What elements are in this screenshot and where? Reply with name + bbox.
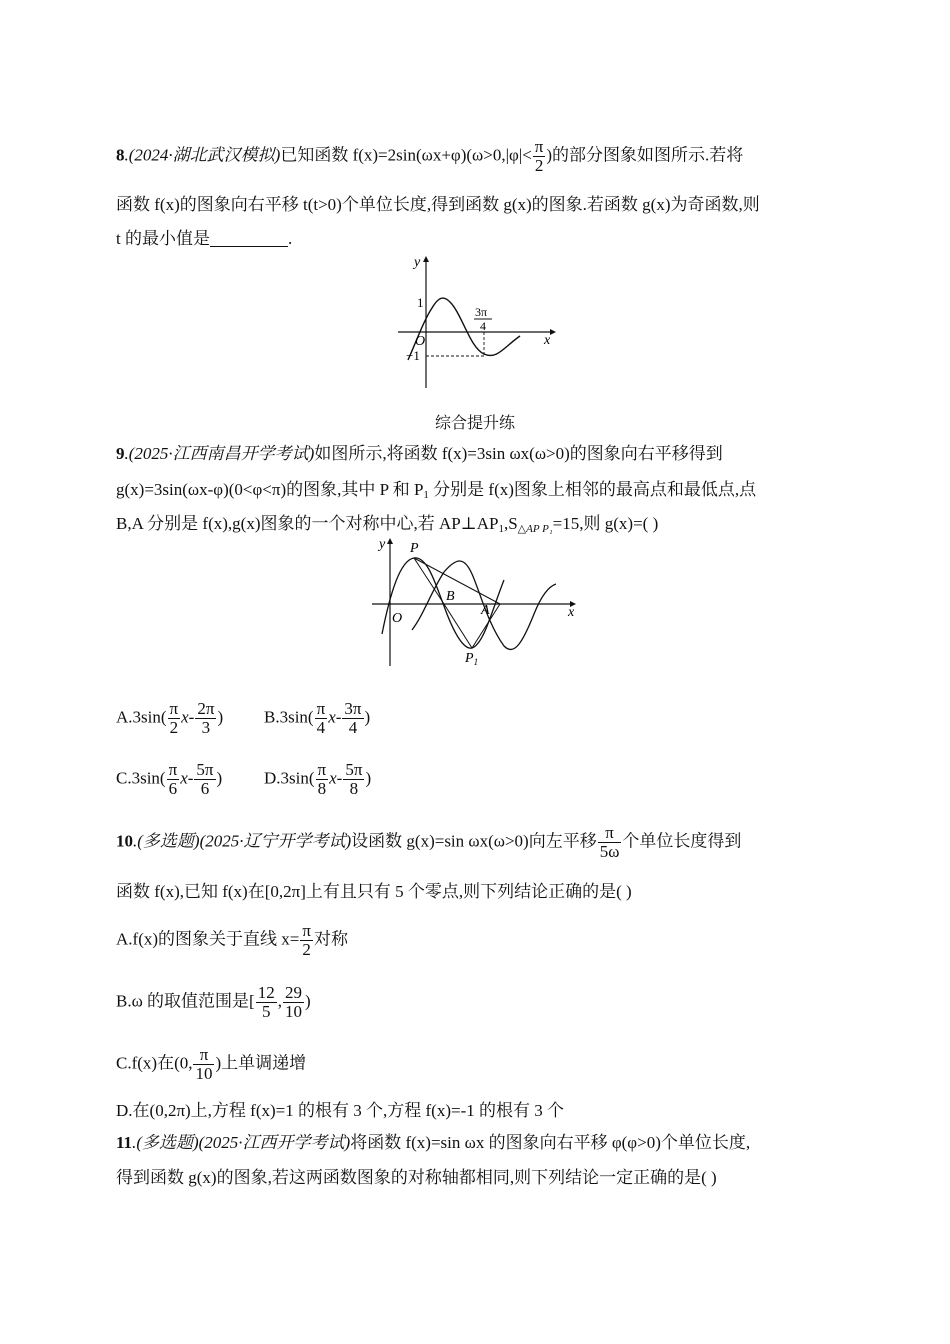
q8-curve [408,298,520,360]
frac-numerator: 2π [197,699,215,718]
frac-numerator: π [168,760,178,779]
answer-blank [210,230,288,247]
q10-line-1 [116,824,741,861]
q9-text-2b: 分别是 f(x)图象上相邻的最高点和最低点,点 [428,480,757,499]
q11-line-1 [116,1132,750,1154]
q10-number: 10 [116,831,133,851]
q9-point-a: A [481,603,490,618]
q8-expr: f(x)=2sin(ωx+φ)(ω>0,|φ|< [352,145,532,165]
opt-text: A.f(x)的图象关于直线 x= [116,929,300,949]
q9-sub-2: 1 [498,523,504,535]
q9-line-p1b [444,604,472,648]
q11-text: 将函数 f(x)=sin ωx 的图象向右平移 φ(φ>0)个单位长度, [350,1133,751,1152]
q11-line-2: 得到函数 g(x)的图象,若这两函数图象的对称轴都相同,则下列结论一定正确的是( ) [116,1168,717,1187]
q8-number: 8 [116,145,125,165]
q9-line-2 [116,479,756,506]
opt-end: ) [365,768,372,788]
opt-frac-1 [316,761,329,798]
q10-frac-shift [598,824,622,861]
q10-option-d[interactable]: D.在(0,2π)上,方程 f(x)=1 的根有 3 个,方程 f(x)=-1 的根有 3 个 [116,1101,564,1120]
q9-y-label: y [379,537,386,552]
frac-denominator: 2 [302,940,311,959]
opt-end: ) [217,707,224,727]
frac-numerator: π [169,699,179,718]
opt-text-b: 对称 [313,929,348,949]
frac-numerator: π [302,921,311,940]
frac-numerator: π [193,1046,214,1065]
frac-denominator: 8 [317,779,327,798]
opt-text-b: ) [304,991,311,1011]
q9-number: 9 [116,444,125,463]
q9-point-p1: $P_1$ [465,651,479,667]
frac-numerator: 5π [345,760,363,779]
frac-numerator: π [534,137,544,156]
q8-tick-den: 4 [480,319,486,333]
opt-label: B.3sin( [264,707,314,727]
frac-numerator: 12 [257,983,275,1002]
q10-option-c[interactable] [116,1046,306,1083]
q8-label-neg1: −1 [406,348,420,363]
opt-mid: x- [328,707,342,727]
frac-denominator: 2 [534,156,544,175]
q10-option-a[interactable] [116,922,348,959]
frac-numerator: π [598,824,622,843]
frac-numerator: π [317,760,327,779]
q10-text: 设函数 g(x)=sin ωx(ω>0)向左平移 [351,831,597,851]
opt-frac-2 [195,700,216,737]
q10-text-b: 个单位长度得到 [622,831,742,851]
q8-frac-pi-2 [533,138,546,175]
opt-frac-1 [167,761,180,798]
opt-mid: x- [329,768,343,788]
opt-label: C.3sin( [116,768,166,788]
q8-text-b: )的部分图象如图所示.若将 [546,145,744,165]
q9-line-pb [414,558,444,604]
frac-denominator: 4 [316,718,326,737]
q9-origin: O [392,611,403,626]
opt-end: ) [216,768,223,788]
opt-text-b: )上单调递增 [215,1053,307,1073]
q8-prompt: t 的最小值是 [116,229,210,248]
q8-origin: O [415,334,426,349]
q8-line-1 [116,138,743,175]
frac-numerator: 3π [344,699,362,718]
q8-x-label: x [544,333,551,348]
q9-sub-1: 1 [423,489,429,501]
opt-frac-2 [283,984,304,1021]
q8-line-2: 函数 f(x)的图象向右平移 t(t>0)个单位长度,得到函数 g(x)的图象.若函数 g(x)为奇函数,则 [116,195,760,214]
q8-y-label: y [414,255,421,270]
section-heading: 综合提升练 [434,413,515,432]
q9-line-1 [116,443,723,465]
frac-denominator: 10 [284,1002,302,1021]
q9-source: .(2025·江西南昌开学考试) [124,444,315,463]
frac-denominator: 5ω [599,842,620,861]
q8-x-arrow [550,329,556,335]
opt-frac-2 [343,761,364,798]
frac-denominator: 5 [261,1002,271,1021]
q11-number: 11 [116,1133,133,1152]
opt-mid: x- [181,707,195,727]
opt-frac [300,922,313,959]
frac-denominator: 4 [348,718,358,737]
q10-option-b[interactable] [116,984,311,1021]
frac-numerator: 5π [196,760,214,779]
frac-numerator: π [316,699,326,718]
frac-denominator: 8 [349,779,359,798]
frac-numerator: 29 [284,983,302,1002]
q11-source: .(多选题)(2025·江西开学考试) [132,1133,351,1152]
q9-text: 如图所示,将函数 f(x)=3sin ωx(ω>0)的图象向右平移得到 [314,444,723,463]
q9-text-3c: =15,则 g(x)=( ) [552,514,659,533]
q9-y-arrow [387,538,393,544]
q10-line-2: 函数 f(x),已知 f(x)在[0,2π]上有且只有 5 个零点,则下列结论正确的是( ) [116,882,632,901]
q8-figure [392,252,562,392]
q9-option-d[interactable] [264,761,371,798]
frac-denominator: 6 [168,779,178,798]
opt-label: D.3sin( [264,768,315,788]
q9-text-2: g(x)=3sin(ωx-φ)(0<φ<π)的图象,其中 P 和 P [116,480,424,499]
opt-frac-2 [342,700,363,737]
q9-option-a[interactable] [116,700,223,737]
q8-text: 已知函数 [280,145,353,165]
frac-denominator: 10 [195,1064,213,1083]
q9-text-3: B,A 分别是 f(x),g(x)图象的一个对称中心,若 AP⊥AP [116,514,499,533]
opt-frac-1 [315,700,328,737]
q8-tick-num: 3π [475,305,488,319]
q9-line-pa [414,558,500,604]
q8-label-1: 1 [417,295,424,310]
opt-text: C.f(x)在(0, [116,1053,193,1073]
opt-comma: , [277,991,282,1011]
q9-text-3b: ,S [503,514,518,533]
frac-denominator: 3 [201,718,211,737]
q9-x-label: x [568,605,575,620]
opt-frac-2 [194,761,215,798]
opt-frac-1 [168,700,181,737]
opt-frac [193,1046,214,1083]
q10-source: .(多选题)(2025·辽宁开学考试) [133,831,352,851]
q9-option-b[interactable] [264,700,370,737]
opt-frac-1 [256,984,277,1021]
q9-point-b: B [446,589,455,604]
frac-denominator: 6 [200,779,210,798]
opt-text: B.ω 的取值范围是[ [116,991,255,1011]
q8-line-3 [116,228,292,250]
q9-figure [368,534,584,670]
opt-end: ) [364,707,371,727]
opt-label: A.3sin( [116,707,167,727]
q8-source: .(2024·湖北武汉模拟) [124,145,281,165]
opt-mid: x- [180,768,194,788]
q9-option-c[interactable] [116,761,222,798]
q9-sub-area: △AP P₁ [517,523,553,535]
frac-denominator: 2 [169,718,179,737]
q8-period: . [287,229,293,248]
q9-point-p: P [410,541,419,556]
q8-y-arrow [423,256,429,262]
